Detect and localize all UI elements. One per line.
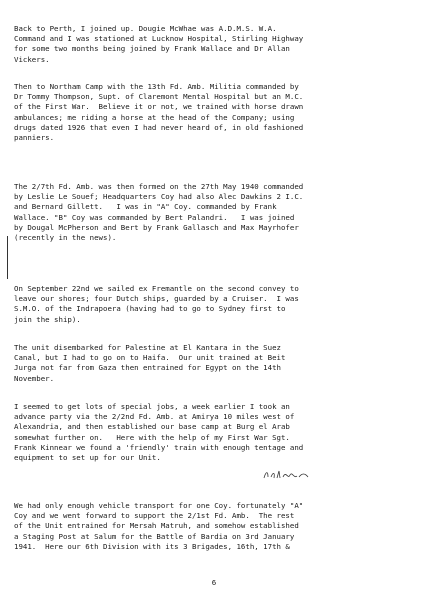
text-line: Back to Perth, I joined up. Dougie McWhae was A.D.M.S. W.A. <box>14 24 277 33</box>
text-line: Frank Kinnear we found a 'friendly' train with enough tentage and <box>14 442 304 452</box>
text-line: Command and I was stationed at Lucknow Hospital, Stirling Highway <box>14 34 304 44</box>
paragraph-4 <box>14 284 414 325</box>
text-line: of the Unit entrained for Mersah Matruh, and somehow established <box>14 521 299 531</box>
text-line: panniers. <box>14 132 55 142</box>
text-line: equipment to set up for our Unit. <box>14 452 161 462</box>
text-line: Canal, but I had to go on to Haifa. Our unit trained at Beit <box>14 353 286 363</box>
text-line: ambulances; me riding a horse at the head of the Company; using <box>14 112 295 122</box>
text-line: for some two months being joined by Frank Wallace and Dr Allan <box>14 44 290 54</box>
text-line: We had only enough vehicle transport for one Coy. fortunately "A" <box>14 501 304 510</box>
paragraph-7 <box>14 501 414 552</box>
text-line: join the ship). <box>14 314 81 324</box>
text-line: Then to Northam Camp with the 13th Fd. Amb. Militia commanded by <box>14 82 299 91</box>
text-line: The 2/7th Fd. Amb. was then formed on the 27th May 1940 commanded <box>14 182 304 191</box>
text-line: Coy and we went forward to support the 2/1st Fd. Amb. The rest <box>14 511 295 521</box>
text-line: The unit disembarked for Palestine at El Kantara in the Suez <box>14 343 281 352</box>
paragraph-3 <box>14 182 414 243</box>
text-line: Jurga not far from Gaza then entrained for Egypt on the 14th <box>14 363 281 373</box>
text-line: somewhat further on. Here with the help of my First War Sgt. <box>14 432 290 442</box>
text-line: (recently in the news). <box>14 232 117 242</box>
handwritten-scribble <box>262 468 310 482</box>
text-line: by Leslie Le Souef; Headquarters Coy had also Alec Dawkins 2 I.C. <box>14 192 304 202</box>
paragraph-5 <box>14 343 414 384</box>
paragraph-2 <box>14 82 414 143</box>
text-line: November. <box>14 373 55 383</box>
text-line: S.M.O. of the Indrapoera (having had to go to Sydney first to <box>14 304 286 314</box>
text-line: of the First War. Believe it or not, we trained with horse drawn <box>14 102 304 112</box>
text-line: advance party via the 2/2nd Fd. Amb. at Amirya 10 miles west of <box>14 412 295 422</box>
text-line: drugs dated 1926 that even I had never heard of, in old fashioned <box>14 122 304 132</box>
paragraph-6 <box>14 402 414 463</box>
text-line: Dr Tommy Thompson, Supt. of Claremont Mental Hospital but an M.C. <box>14 92 304 102</box>
text-line: On September 22nd we sailed ex Fremantle on the second convey to <box>14 284 299 293</box>
text-line: I seemed to get lots of special jobs, a week earlier I took an <box>14 402 290 411</box>
text-line: Alexandria, and then established our base camp at Burg el Arab <box>14 422 290 432</box>
text-line: Vickers. <box>14 54 50 64</box>
text-line: by Dougal McPherson and Bert by Frank Gallasch and Max Mayrhofer <box>14 222 299 232</box>
text-line: a Staging Post at Salum for the Battle of Bardia on 3rd January <box>14 531 295 541</box>
text-line: leave our shores; four Dutch ships, guarded by a Cruiser. I was <box>14 294 299 304</box>
paragraph-1 <box>14 24 414 65</box>
text-line: and Bernard Gillett. I was in "A" Coy. commanded by Frank <box>14 202 277 212</box>
page-number: 6 <box>211 578 217 587</box>
text-line: 1941. Here our 6th Division with its 3 Brigades, 16th, 17th & <box>14 541 290 551</box>
text-line: Wallace. "B" Coy was commanded by Bert Palandri. I was joined <box>14 212 295 222</box>
margin-bar <box>7 236 8 279</box>
